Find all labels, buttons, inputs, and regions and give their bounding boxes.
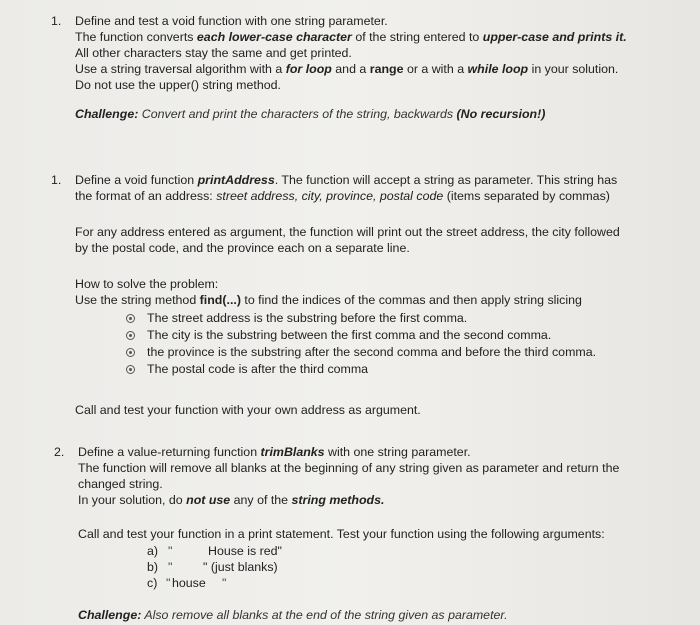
text-line: Call and test your function with your own address as argument. [75, 403, 421, 417]
text-line: Use the string method find(...) to find the indices of the commas and then apply string slicing [75, 293, 582, 307]
arg-value: House is red" [208, 544, 282, 558]
bullet-item: The street address is the substring before the first comma. [147, 311, 468, 325]
text-line: How to solve the problem: [75, 277, 219, 291]
bullet-icon [126, 331, 135, 340]
text-line: the format of an address: street address, city, province, postal code (items separated by commas) [75, 189, 610, 203]
text-line: Use a string traversal algorithm with a for loop and a range or a with a while loop in your solution. [75, 62, 619, 76]
item-number: 1. [51, 14, 62, 28]
text-line: All other characters stay the same and get printed. [75, 46, 352, 60]
bullet-icon [126, 365, 135, 374]
item-number: 2. [54, 445, 65, 459]
text-line: Define and test a void function with one string parameter. [75, 14, 388, 28]
challenge-line: Challenge: Convert and print the characters of the string, backwards (No recursion!) [75, 107, 546, 121]
text-line: changed string. [78, 477, 163, 491]
bullet-icon [126, 348, 135, 357]
text-line: In your solution, do not use any of the string methods. [78, 493, 385, 507]
text-line: For any address entered as argument, the function will print out the street address, the city followed [75, 225, 620, 239]
arg-quote: " [168, 560, 173, 574]
arg-quote: " [222, 576, 227, 590]
text-line: by the postal code, and the province each on a separate line. [75, 241, 410, 255]
text-line: Call and test your function in a print statement. Test your function using the following arguments: [78, 527, 605, 541]
arg-label: c) [147, 576, 158, 590]
text-line: Define a void function printAddress. The function will accept a string as parameter. This string has [75, 173, 618, 187]
arg-label: a) [147, 544, 159, 558]
arg-value: " (just blanks) [203, 560, 278, 574]
arg-quote: " [168, 544, 173, 558]
text-line: Do not use the upper() string method. [75, 78, 281, 92]
bullet-icon [126, 314, 135, 323]
arg-quote: " [166, 576, 171, 590]
bullet-item: The postal code is after the third comma [147, 362, 369, 376]
arg-label: b) [147, 560, 159, 574]
text-line: The function will remove all blanks at the beginning of any string given as parameter and return the [78, 461, 620, 475]
bullet-item: the province is the substring after the second comma and before the third comma. [147, 345, 597, 359]
item-number: 1. [51, 173, 62, 187]
arg-value: house [172, 576, 206, 590]
text-line: The function converts each lower-case character of the string entered to upper-case and prints it. [75, 30, 627, 44]
bullet-item: The city is the substring between the first comma and the second comma. [147, 328, 552, 342]
challenge-line: Challenge: Also remove all blanks at the end of the string given as parameter. [78, 608, 508, 622]
text-line: Define a value-returning function trimBlanks with one string parameter. [78, 445, 471, 459]
